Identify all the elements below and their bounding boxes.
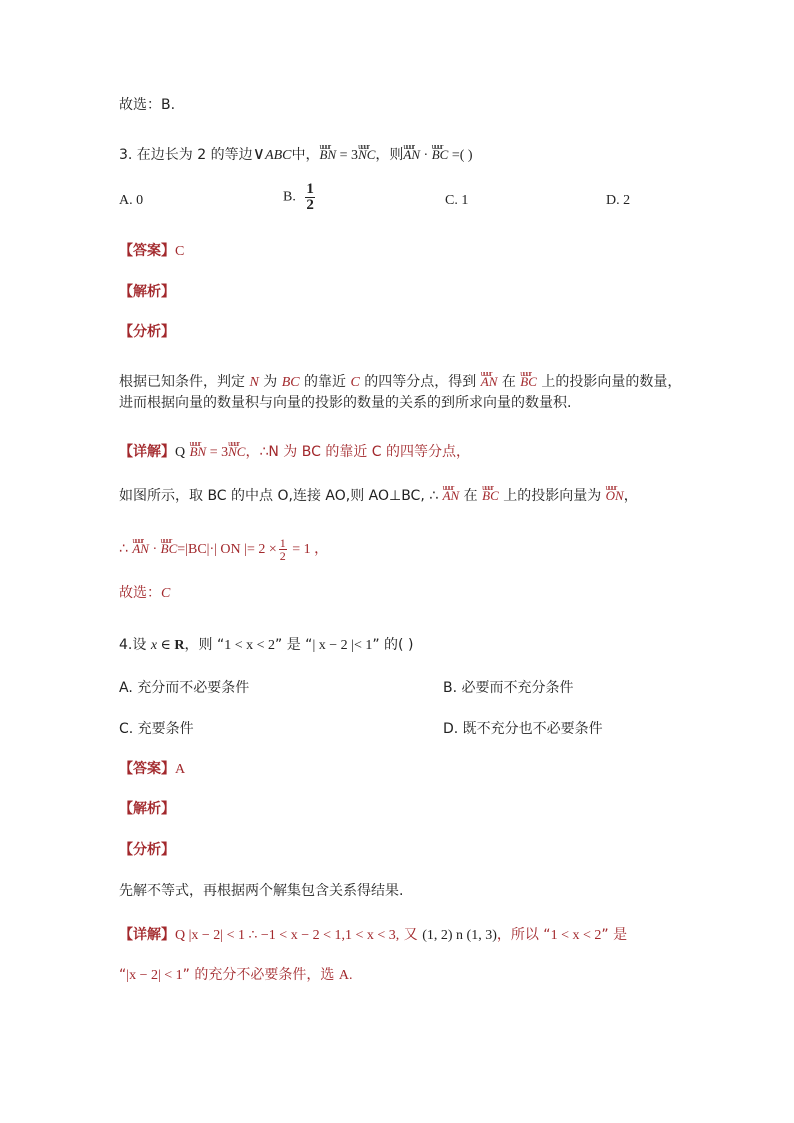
text-segment: 在 — [497, 374, 521, 390]
vector-bc: uuur BC — [432, 138, 449, 166]
text-segment: 为 — [258, 374, 282, 390]
fraction-denominator: 2 — [306, 197, 314, 213]
q3-fenxi-line1 — [119, 365, 681, 394]
q3-fenxi-line2: 进而根据向量的数量积与向量的投影的数量的关系的到所求向量的数量积. — [119, 395, 572, 411]
condition-two: | x − 2 |< 1 — [312, 638, 373, 653]
fraction-denominator: 2 — [279, 548, 286, 563]
q3-option-d: D. 2 — [606, 193, 631, 208]
q3-stem-prefix: 3. 在边长为 2 的等边 — [119, 147, 253, 163]
q3-cond-eq: = 3 — [336, 148, 359, 163]
answer-label: 【答案】 — [119, 243, 175, 259]
condition-two: |x − 2| < 1 — [126, 968, 183, 983]
q3-analysis-label: 【解析】 — [119, 284, 175, 300]
vector-bc: uuur BC — [520, 365, 537, 393]
q3-detail-line2 — [119, 479, 638, 507]
fraction-numerator: 1 — [306, 181, 314, 197]
final-answer-value: A. — [338, 968, 353, 983]
text-segment: 在 — [459, 488, 483, 504]
q3-option-c: C. 1 — [445, 193, 469, 208]
point-n: N — [249, 375, 259, 390]
q3-dot: · — [420, 148, 432, 163]
q3-final — [119, 582, 170, 605]
q3-stem — [119, 138, 473, 167]
q4-fenxi-label: 【分析】 — [119, 842, 175, 858]
fraction-one-half — [305, 182, 315, 213]
text-segment: ，所以 “ — [496, 927, 551, 943]
final-answer-value: C — [161, 586, 171, 601]
fraction-one-half — [279, 537, 287, 562]
q4-fenxi-text: 先解不等式，再根据两个解集包含关系得结果. — [119, 883, 404, 899]
text-segment: “ — [119, 967, 127, 983]
text-segment: = 3 — [206, 445, 229, 460]
condition-one: 1 < x < 2 — [550, 928, 602, 943]
text-segment: 如图所示，取 BC 的中点 O,连接 AO,则 AO⊥BC, ∴ — [119, 488, 443, 504]
detail-label: 【详解】 — [119, 927, 175, 943]
vector-bc: uuur BC — [161, 532, 178, 560]
text-segment: · — [148, 542, 161, 557]
q3-option-b-label: B. — [283, 189, 296, 205]
vector-bn: uuur BN — [190, 435, 207, 463]
q4-answer — [119, 758, 185, 781]
answer-value: C — [175, 244, 185, 259]
because-symbol: Q — [175, 445, 186, 460]
vector-bn: uuur BN — [320, 138, 337, 166]
therefore-symbol: ∴ — [119, 541, 133, 557]
text-segment: 故选： — [119, 585, 161, 601]
fraction-numerator: 1 — [279, 535, 286, 550]
text-segment: 又 — [399, 927, 423, 943]
detail-label: 【详解】 — [119, 444, 175, 460]
condition-one: 1 < x < 2 — [224, 638, 276, 653]
point-c: C — [350, 375, 360, 390]
q4-option-d: D. 既不充分也不必要条件 — [443, 721, 603, 737]
previous-answer: 故选：B. — [119, 97, 176, 113]
text-segment: ∴N 为 BC 的靠近 C 的四等分点， — [259, 444, 470, 460]
q3-fenxi-label: 【分析】 — [119, 324, 175, 340]
text-segment: ， — [623, 488, 638, 504]
q3-detail-line1 — [119, 435, 470, 464]
text-segment: ∈ — [157, 638, 175, 653]
q3-zhong: 中， — [291, 147, 320, 163]
text-segment: ” 的( ) — [372, 637, 414, 653]
text-segment: ” 是 — [601, 927, 628, 943]
q3-ze: ，则 — [375, 147, 404, 163]
text-segment: ” 的充分不必要条件，选 — [182, 967, 339, 983]
q4-detail-line2 — [119, 964, 352, 987]
segment-bc: BC — [281, 375, 300, 390]
text-segment: ， — [245, 444, 260, 460]
text-segment: 根据已知条件，判定 — [119, 374, 250, 390]
text-segment: ，则 “ — [184, 637, 225, 653]
detail-math: Q |x − 2| < 1 ∴ −1 < x − 2 < 1,1 < x < 3, — [175, 928, 400, 943]
variable-x: x — [150, 638, 158, 653]
text-segment: 上的投影向量的数量， — [536, 374, 682, 390]
text-segment: ” 是 “ — [275, 637, 313, 653]
text-segment: 4.设 — [119, 637, 151, 653]
vector-an: uuur AN — [481, 365, 498, 393]
q3-option-b — [283, 182, 317, 213]
vector-bc: uuur BC — [482, 479, 499, 507]
q3-tail: =( ) — [448, 148, 473, 163]
q4-option-b: B. 必要而不充分条件 — [443, 680, 574, 696]
q4-stem — [119, 634, 413, 657]
text-segment: 上的投影向量为 — [498, 488, 606, 504]
q3-option-a: A. 0 — [119, 193, 144, 208]
q3-answer — [119, 240, 184, 263]
vector-an: uuur AN — [443, 479, 460, 507]
vector-an: uuur AN — [132, 532, 149, 560]
set-intersection: (1, 2) n (1, 3) — [422, 928, 497, 943]
q4-analysis-label: 【解析】 — [119, 801, 175, 817]
text-segment: 的靠近 — [299, 374, 351, 390]
q4-option-c: C. 充要条件 — [119, 721, 194, 737]
text-segment: = 1 ， — [288, 542, 329, 557]
q3-detail-line3 — [119, 532, 328, 562]
answer-value: A — [175, 762, 186, 777]
vector-nc: uuur NC — [228, 435, 245, 463]
vector-an: uuur AN — [403, 138, 420, 166]
q4-detail-line1 — [119, 924, 627, 947]
answer-label: 【答案】 — [119, 761, 175, 777]
vector-nc: uuur NC — [358, 138, 375, 166]
q4-option-a: A. 充分而不必要条件 — [119, 680, 250, 696]
text-segment: =|BC|·| ON |= 2 × — [177, 542, 277, 557]
real-numbers-symbol: R — [174, 638, 185, 653]
text-segment: 的四等分点，得到 — [359, 374, 481, 390]
triangle-symbol: ∨ — [252, 144, 266, 163]
q3-abc: ABC — [265, 148, 292, 163]
vector-on: uuur ON — [606, 479, 624, 507]
